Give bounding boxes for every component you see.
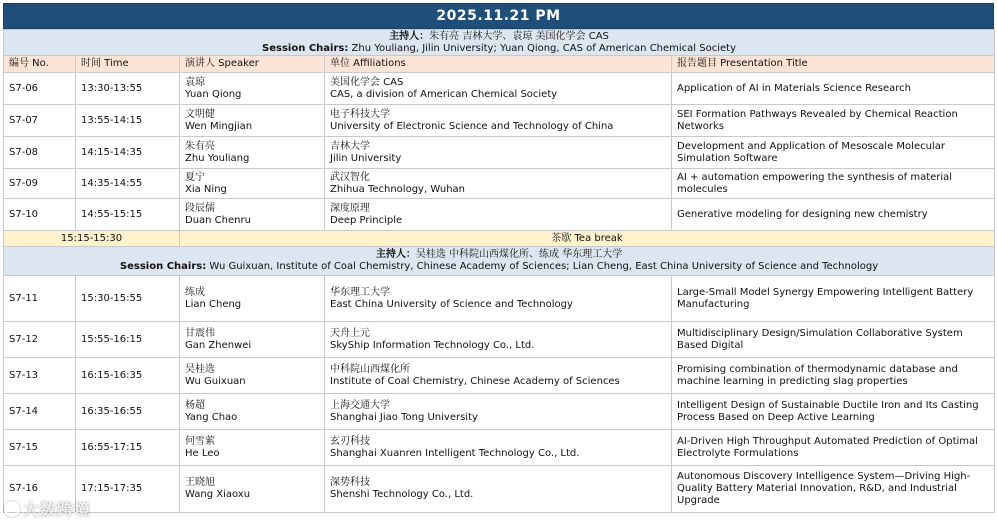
affiliation-cell [325, 276, 672, 322]
schedule-table-container [3, 3, 994, 513]
table-header-row [4, 56, 995, 73]
table-row [4, 394, 995, 430]
speaker-name-cn: 何雪萦 [185, 435, 215, 447]
speaker-cell [180, 105, 325, 137]
presentation-title: Multidisciplinary Design/Simulation Collaborative System Based Digital [672, 322, 995, 358]
table-row [4, 169, 995, 199]
affiliation-cn: 美国化学会 CAS [330, 76, 404, 88]
talk-number: S7-10 [4, 199, 76, 231]
talk-number: S7-07 [4, 105, 76, 137]
speaker-name-cn: 王晓旭 [185, 477, 215, 488]
presentation-title: AI-Driven High Throughput Automated Prediction of Optimal Electrolyte Formulations [672, 430, 995, 466]
speaker-cell [180, 466, 325, 513]
talk-number: S7-12 [4, 322, 76, 358]
header-title: 报告题目 Presentation Title [672, 56, 995, 73]
talk-number: S7-11 [4, 276, 76, 322]
presentation-title: SEI Formation Pathways Revealed by Chemical Reaction Networks [672, 105, 995, 137]
talk-time: 16:55-17:15 [76, 430, 180, 466]
affiliation-cn: 深势科技 [330, 477, 370, 488]
talk-time: 14:35-14:55 [76, 169, 180, 199]
speaker-name-en: Gan Zhenwei [185, 339, 252, 351]
talk-time: 13:55-14:15 [76, 105, 180, 137]
talk-time: 14:15-14:35 [76, 137, 180, 169]
speaker-name-en: Wen Mingjian [185, 120, 253, 132]
speaker-name-cn: 段辰儒 [185, 202, 215, 214]
presentation-title: AI + automation empowering the synthesis of material molecules [672, 169, 995, 199]
affiliation-en: Deep Principle [330, 214, 403, 226]
affiliation-cell [325, 322, 672, 358]
talk-number: S7-08 [4, 137, 76, 169]
speaker-name-en: Wu Guixuan [185, 375, 246, 387]
talk-time: 15:30-15:55 [76, 276, 180, 322]
speaker-name-cn: 练成 [185, 286, 205, 298]
affiliation-en: CAS, a division of American Chemical Society [330, 88, 558, 100]
speaker-cell [180, 199, 325, 231]
chair-en-text: Wu Guixuan, Institute of Coal Chemistry, Chinese Academy of Sciences; Lian Cheng, East China University of Science and Technology [206, 261, 879, 272]
session-2-rows [4, 276, 995, 513]
affiliation-en: University of Electronic Science and Technology of China [330, 120, 614, 132]
affiliation-cell [325, 137, 672, 169]
chair-cn-text: 吴桂选 中科院山西煤化所、练成 华东理工大学 [415, 249, 623, 260]
presentation-title: Development and Application of Mesoscale Molecular Simulation Software [672, 137, 995, 169]
affiliation-cell [325, 466, 672, 513]
affiliation-cn: 电子科技大学 [330, 108, 390, 120]
break-label: 茶歇 Tea break [180, 231, 995, 247]
speaker-cell [180, 137, 325, 169]
speaker-name-cn: 朱有亮 [185, 140, 215, 152]
watermark-text: 大数跨境 [23, 500, 92, 519]
session-date-title: 2025.11.21 PM [3, 3, 994, 29]
talk-number: S7-14 [4, 394, 76, 430]
speaker-cell [180, 430, 325, 466]
watermark-logo-icon [4, 501, 20, 517]
talk-time: 14:55-15:15 [76, 199, 180, 231]
chair-cn-text: 朱有亮 吉林大学、袁琼 美国化学会 CAS [429, 30, 609, 42]
speaker-name-cn: 甘震伟 [185, 327, 215, 339]
table-row [4, 466, 995, 513]
header-time: 时间 Time [76, 56, 180, 73]
chair-en-label: Session Chairs: [262, 42, 349, 54]
speaker-cell [180, 169, 325, 199]
speaker-name-en: Zhu Youliang [185, 152, 250, 164]
table-row [4, 137, 995, 169]
affiliation-cn: 天舟上元 [330, 327, 370, 339]
affiliation-en: Shanghai Xuanren Intelligent Technology Co., Ltd. [330, 447, 580, 459]
speaker-cell [180, 358, 325, 394]
speaker-cell [180, 73, 325, 105]
affiliation-en: Institute of Coal Chemistry, Chinese Academy of Sciences [330, 375, 620, 387]
affiliation-cell [325, 430, 672, 466]
affiliation-cell [325, 199, 672, 231]
affiliation-cn: 上海交通大学 [330, 399, 390, 411]
presentation-title: Application of AI in Materials Science Research [672, 73, 995, 105]
speaker-cell [180, 394, 325, 430]
table-row [4, 358, 995, 394]
speaker-cell [180, 276, 325, 322]
affiliation-cell [325, 169, 672, 199]
presentation-title: Promising combination of thermodynamic database and machine learning in predicting slag properties [672, 358, 995, 394]
speaker-name-cn: 文明健 [185, 108, 215, 120]
affiliation-en: Shenshi Technology Co., Ltd. [330, 489, 474, 500]
schedule-table [3, 29, 995, 513]
chair-en-text: Zhu Youliang, Jilin University; Yuan Qiong, CAS of American Chemical Society [348, 42, 736, 54]
speaker-name-cn: 袁琼 [185, 76, 205, 88]
session-chairs-row-1 [4, 30, 995, 56]
presentation-title: Large-Small Model Synergy Empowering Intelligent Battery Manufacturing [672, 276, 995, 322]
table-row [4, 199, 995, 231]
session-1-rows [4, 73, 995, 231]
presentation-title: Intelligent Design of Sustainable Ductile Iron and Its Casting Process Based on Deep Active Learning [672, 394, 995, 430]
speaker-name-cn: 杨超 [185, 399, 205, 411]
table-row [4, 322, 995, 358]
header-speaker: 演讲人 Speaker [180, 56, 325, 73]
talk-time: 16:15-16:35 [76, 358, 180, 394]
speaker-name-en: Xia Ning [185, 183, 227, 195]
affiliation-en: East China University of Science and Technology [330, 298, 573, 310]
table-row [4, 73, 995, 105]
speaker-name-en: He Leo [185, 447, 220, 459]
affiliation-cn: 武汉智化 [330, 171, 370, 183]
affiliation-en: Zhihua Technology, Wuhan [330, 183, 465, 195]
affiliation-en: Shanghai Jiao Tong University [330, 411, 478, 423]
header-no: 编号 No. [4, 56, 76, 73]
speaker-cell [180, 322, 325, 358]
chair-cn-label: 主持人： [389, 30, 430, 42]
speaker-name-en: Lian Cheng [185, 298, 242, 310]
talk-time: 17:15-17:35 [76, 466, 180, 513]
talk-number: S7-06 [4, 73, 76, 105]
speaker-name-en: Yang Chao [185, 411, 238, 423]
speaker-name-en: Duan Chenru [185, 214, 251, 226]
affiliation-en: SkyShip Information Technology Co., Ltd. [330, 339, 535, 351]
affiliation-cell [325, 73, 672, 105]
speaker-name-en: Yuan Qiong [185, 88, 242, 100]
watermark [4, 497, 91, 520]
affiliation-cn: 华东理工大学 [330, 286, 390, 298]
talk-time: 15:55-16:15 [76, 322, 180, 358]
table-row [4, 430, 995, 466]
affiliation-cell [325, 358, 672, 394]
talk-time: 16:35-16:55 [76, 394, 180, 430]
header-affiliation: 单位 Affiliations [325, 56, 672, 73]
break-time: 15:15-15:30 [4, 231, 180, 247]
affiliation-cell [325, 105, 672, 137]
affiliation-cn: 中科院山西煤化所 [330, 363, 410, 375]
presentation-title: Autonomous Discovery Intelligence System—Driving High-Quality Battery Material Innovation, R&D, and Industrial Upgrade [672, 466, 995, 513]
affiliation-cn: 玄刃科技 [330, 435, 370, 447]
session-chairs-row-2 [4, 247, 995, 276]
tea-break-row [4, 231, 995, 247]
talk-time: 13:30-13:55 [76, 73, 180, 105]
chair-cn-label: 主持人： [375, 249, 416, 260]
affiliation-cell [325, 394, 672, 430]
table-row [4, 105, 995, 137]
affiliation-en: Jilin University [330, 152, 402, 164]
presentation-title: Generative modeling for designing new chemistry [672, 199, 995, 231]
speaker-name-cn: 夏宁 [185, 171, 205, 183]
talk-number: S7-09 [4, 169, 76, 199]
talk-number: S7-16 [4, 466, 76, 513]
talk-number: S7-15 [4, 430, 76, 466]
affiliation-cn: 深度原理 [330, 202, 370, 214]
speaker-name-en: Wang Xiaoxu [185, 489, 251, 500]
table-row [4, 276, 995, 322]
affiliation-cn: 吉林大学 [330, 140, 370, 152]
chair-en-label: Session Chairs: [119, 261, 207, 272]
talk-number: S7-13 [4, 358, 76, 394]
speaker-name-cn: 吴桂选 [185, 363, 215, 375]
